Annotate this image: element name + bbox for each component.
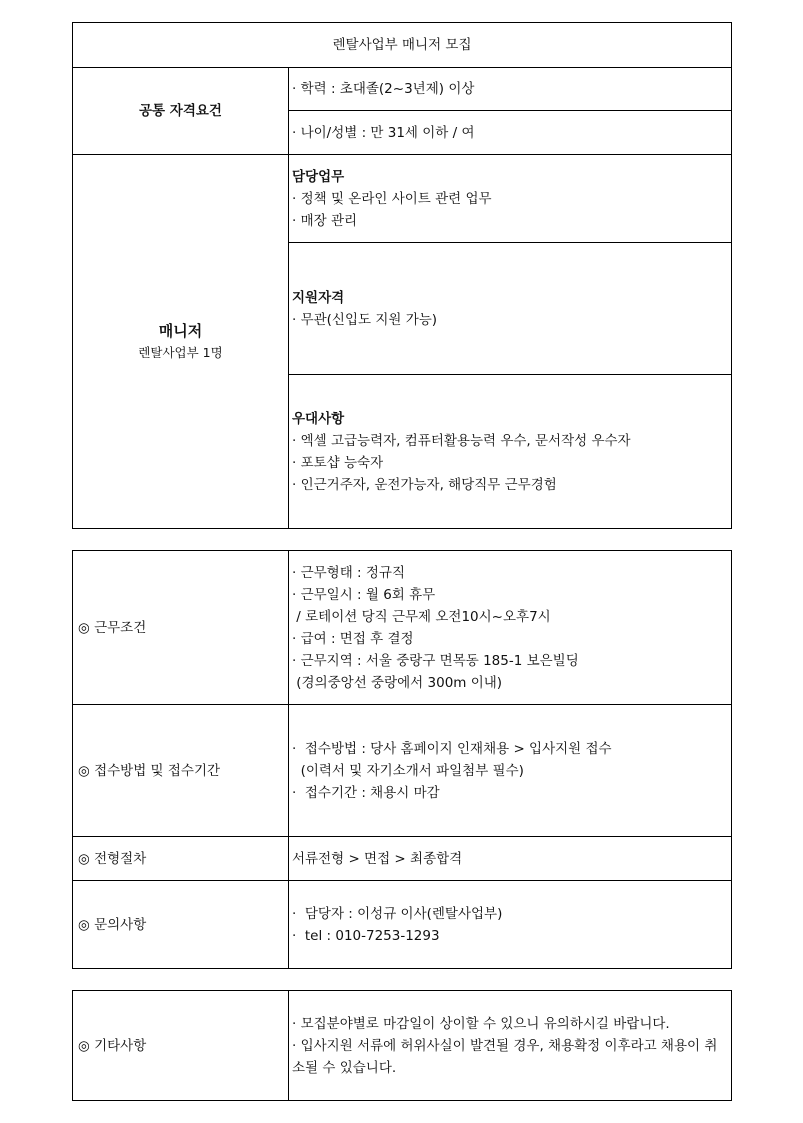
work-condition-line: · 근무지역 : 서울 중랑구 면목동 185-1 보은빌딩 (292, 652, 579, 669)
preferences-cell (289, 375, 732, 529)
inquiry-cell (289, 881, 732, 969)
application-label: ◎ 접수방법 및 접수기간 (73, 705, 289, 837)
application-line: · 접수방법 : 당사 홈페이지 인재채용 > 입사지원 접수 (292, 740, 612, 757)
preferences-heading: 우대사항 (292, 410, 345, 427)
preference-item: · 인근거주자, 운전가능자, 해당직무 근무경험 (292, 476, 557, 493)
duties-cell (289, 155, 732, 243)
other-cell (289, 991, 732, 1101)
application-cell (289, 705, 732, 837)
work-condition-line: / 로테이션 당직 근무제 오전10시~오후7시 (292, 608, 551, 625)
work-condition-line: (경의중앙선 중랑에서 300m 이내) (292, 674, 503, 691)
inquiry-line: · tel : 010-7253-1293 (292, 927, 440, 944)
preference-item: · 포토샵 능숙자 (292, 454, 384, 471)
preference-item: · 엑셀 고급능력자, 컴퓨터활용능력 우수, 문서작성 우수자 (292, 432, 631, 449)
other-label: ◎ 기타사항 (73, 991, 289, 1101)
work-condition-line: · 근무일시 : 월 6회 휴무 (292, 586, 436, 603)
application-line: (이력서 및 자기소개서 파일첨부 필수) (292, 762, 524, 779)
conditions-table (72, 550, 732, 969)
other-table (72, 990, 732, 1101)
process-label: ◎ 전형절차 (73, 837, 289, 881)
manager-label: 매니저 (158, 321, 203, 340)
work-condition-line: · 근무형태 : 정규직 (292, 564, 406, 581)
qualification-item: · 무관(신입도 지원 가능) (292, 311, 438, 328)
other-line: · 모집분야별로 마감일이 상이할 수 있으니 유의하시길 바랍니다. (292, 1015, 670, 1032)
age-gender-requirement: · 나이/성별 : 만 31세 이하 / 여 (289, 111, 732, 155)
process-value: 서류전형 > 면접 > 최종합격 (289, 837, 732, 881)
duties-heading: 담당업무 (292, 168, 345, 185)
duty-item: · 정책 및 온라인 사이트 관련 업무 (292, 190, 492, 207)
work-conditions-label: ◎ 근무조건 (73, 551, 289, 705)
work-conditions-cell (289, 551, 732, 705)
duty-item: · 매장 관리 (292, 212, 358, 229)
qualifications-cell (289, 243, 732, 375)
recruitment-table (72, 22, 732, 529)
qualifications-heading: 지원자격 (292, 289, 345, 306)
work-condition-line: · 급여 : 면접 후 결정 (292, 630, 414, 647)
document-title: 렌탈사업부 매니저 모집 (73, 23, 732, 68)
inquiry-line: · 담당자 : 이성규 이사(렌탈사업부) (292, 905, 503, 922)
manager-sublabel: 렌탈사업부 1명 (138, 344, 223, 360)
common-requirements-label: 공통 자격요건 (73, 68, 289, 155)
inquiry-label: ◎ 문의사항 (73, 881, 289, 969)
manager-position-cell (73, 155, 289, 529)
other-line: · 입사지원 서류에 허위사실이 발견될 경우, 채용확정 이후라고 채용이 취소될 수 있습니다. (292, 1037, 718, 1076)
education-requirement: · 학력 : 초대졸(2~3년제) 이상 (289, 68, 732, 111)
application-line: · 접수기간 : 채용시 마감 (292, 784, 440, 801)
